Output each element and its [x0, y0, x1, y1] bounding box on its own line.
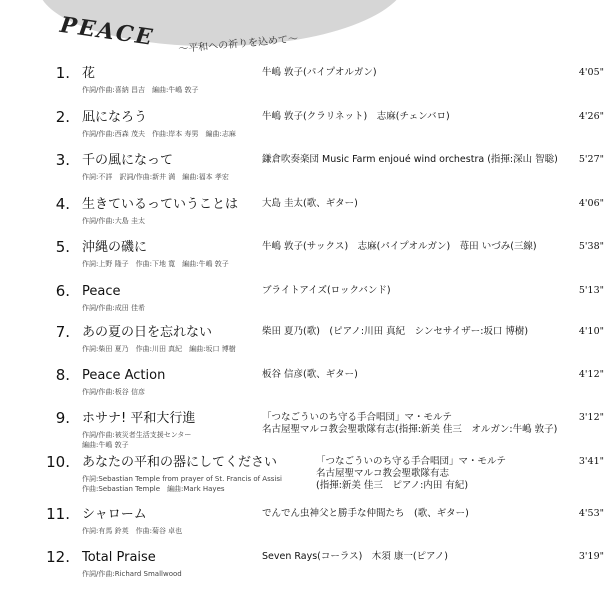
- track-credits: 作詞:不詳 訳詞/作曲:新井 満 編曲:福本 孝宏: [82, 173, 229, 181]
- track-performer: 大島 圭太(歌、ギター): [262, 198, 358, 209]
- track-credits: 作詞/作曲:板谷 信彦: [82, 388, 145, 396]
- track-credits: 作詞/作曲:大島 圭太: [82, 217, 145, 225]
- track-performer: 「つなごういのち守る手合唱団」マ・モルテ: [262, 412, 453, 423]
- track-performer: 板谷 信彦(歌、ギター): [262, 369, 358, 380]
- track-duration: 3'41": [578, 456, 604, 467]
- track-number: 6.: [55, 282, 70, 300]
- track-duration: 5'38": [578, 241, 604, 252]
- track-number: 12.: [46, 548, 70, 566]
- track-performer: Seven Rays(コーラス) 木須 康一(ピアノ): [262, 551, 448, 562]
- track-performer: ブライトアイズ(ロックバンド): [262, 285, 391, 296]
- track-title: 凪になろう: [82, 110, 148, 125]
- track-duration: 4'53": [578, 508, 604, 519]
- track-credits: 作詞/作曲:喜納 昌吉 編曲:牛嶋 敦子: [82, 86, 199, 94]
- track-title: Peace: [82, 284, 121, 299]
- track-number: 7.: [55, 323, 70, 341]
- track-duration: 4'06": [578, 198, 604, 209]
- album-subtitle: 〜平和への祈りを込めて〜: [177, 33, 299, 56]
- track-performer: 名古屋聖マルコ教会聖歌隊有志: [316, 468, 450, 479]
- track-performer: (指揮:新美 佳三 ピアノ:内田 有紀): [316, 480, 469, 491]
- track-credits: 作詞:Sebastian Temple from prayer of St. Francis of Assisi: [82, 475, 282, 483]
- track-number: 1.: [55, 64, 70, 82]
- track-credits: 作詞/作曲:被災者生活支援センター: [82, 431, 192, 439]
- track-title: Total Praise: [82, 550, 156, 565]
- track-credits: 作詞/作曲:成田 佳希: [82, 304, 145, 312]
- track-duration: 3'19": [578, 551, 604, 562]
- track-number: 11.: [46, 505, 70, 523]
- track-credits: 作曲:Sebastian Temple 編曲:Mark Hayes: [82, 485, 225, 493]
- track-title: あの夏の日を忘れない: [82, 325, 213, 340]
- track-number: 5.: [55, 238, 70, 256]
- track-title: 千の風になって: [82, 153, 174, 168]
- track-number: 8.: [55, 366, 70, 384]
- track-performer: 牛嶋 敦子(サックス) 志麻(パイプオルガン) 苺田 いづみ(三線): [262, 241, 537, 252]
- track-number: 10.: [46, 453, 70, 471]
- track-credits: 作詞:有馬 鈴英 作曲:菊谷 卓也: [82, 527, 183, 535]
- track-performer: 鎌倉吹奏楽団 Music Farm enjoué wind orchestra (指揮:深山 智聡): [262, 154, 558, 165]
- track-performer: 「つなごういのち守る手合唱団」マ・モルテ: [316, 456, 507, 467]
- track-credits: 作詞:柴田 夏乃 作曲:川田 真紀 編曲:坂口 博樹: [82, 345, 236, 353]
- track-number: 9.: [55, 409, 70, 427]
- track-performer: 牛嶋 敦子(クラリネット) 志麻(チェンバロ): [262, 111, 450, 122]
- track-title: 沖縄の磯に: [82, 240, 148, 255]
- track-performer: でんでん虫神父と勝手な仲間たち (歌、ギター): [262, 508, 469, 519]
- track-title: Peace Action: [82, 368, 166, 383]
- track-performer: 名古屋聖マルコ教会聖歌隊有志(指揮:新美 佳三 オルガン:牛嶋 敦子): [262, 424, 558, 435]
- track-duration: 4'12": [578, 369, 604, 380]
- track-title: シャローム: [82, 507, 147, 522]
- track-number: 4.: [55, 195, 70, 213]
- track-credits: 編曲:牛嶋 敦子: [82, 441, 129, 449]
- track-credits: 作詞/作曲:西森 茂夫 作曲:岸本 寿男 編曲:志麻: [82, 130, 236, 138]
- track-title: 生きているっていうことは: [82, 197, 239, 212]
- track-duration: 5'27": [578, 154, 604, 165]
- track-title: 花: [82, 66, 96, 81]
- track-duration: 4'26": [578, 111, 604, 122]
- album-title: PEACE: [58, 12, 156, 51]
- track-title: あなたの平和の器にしてください: [82, 455, 278, 470]
- track-title: ホサナ! 平和大行進: [82, 411, 196, 426]
- track-number: 3.: [55, 151, 70, 169]
- track-duration: 4'10": [578, 326, 604, 337]
- track-duration: 4'05": [578, 67, 604, 78]
- track-credits: 作詞/作曲:Richard Smallwood: [82, 570, 182, 578]
- track-credits: 作詞:上野 隆子 作曲:下地 寛 編曲:牛嶋 敦子: [82, 260, 229, 268]
- track-number: 2.: [55, 108, 70, 126]
- track-duration: 5'13": [578, 285, 604, 296]
- track-performer: 牛嶋 敦子(パイプオルガン): [262, 67, 377, 78]
- track-performer: 柴田 夏乃(歌) (ピアノ:川田 真紀 シンセサイザー:坂口 博樹): [262, 326, 529, 337]
- track-duration: 3'12": [578, 412, 604, 423]
